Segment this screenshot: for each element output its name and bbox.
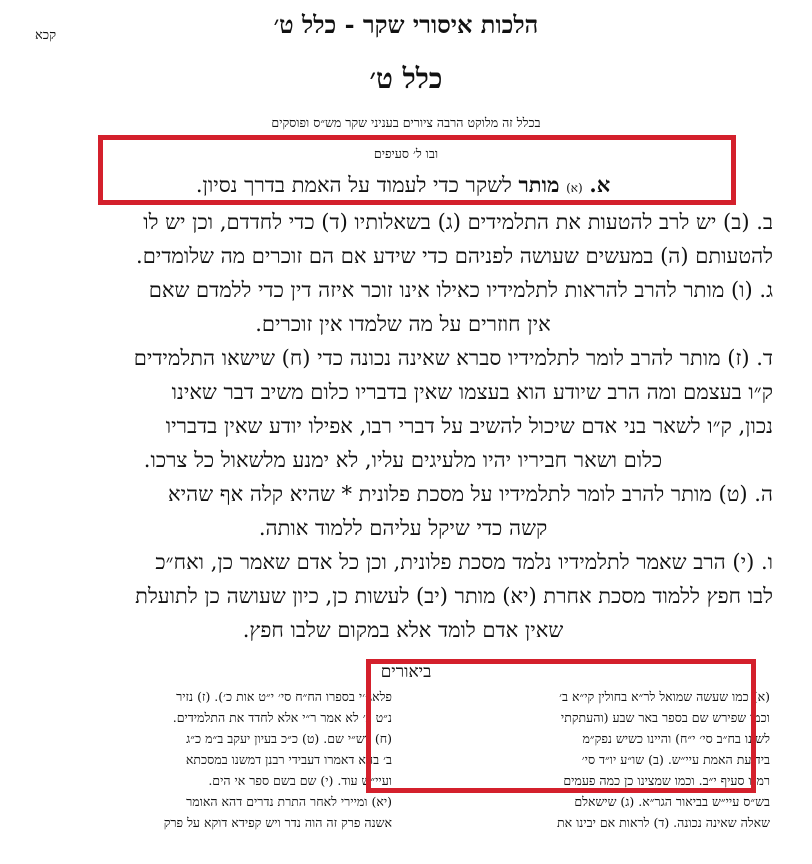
commentary-line: בידיעת האמת עיי״ש. (ב) שו״ע יו״ד סי׳ bbox=[581, 752, 770, 767]
commentary-line: (יא) ומיירי לאחר התרת נדרים דהא האומר bbox=[186, 794, 392, 809]
page-number: קכא bbox=[35, 28, 57, 43]
running-header-title: הלכות איסורי שקר - כלל ט׳ bbox=[273, 10, 539, 39]
commentary-line: (א) כמו שעשה שמואל לר״א בחולין קי״א ב׳ bbox=[559, 689, 770, 704]
seif-h-line1: ה. (ט) מותר להרב לומר לתלמידיו על מסכת פלונית * שהיא קלה אף שהיא bbox=[168, 482, 773, 506]
commentary-line: ב׳ בהא דאמרו דעבידי רבנן דמשנו במסכתא bbox=[185, 752, 392, 767]
commentary-line: בש״ס עיי״ש בביאור הגר״א. (ג) שישאלם bbox=[574, 794, 770, 809]
seif-v-line3: שאין אדם לומד אלא במקום שלבו חפץ. bbox=[242, 618, 564, 642]
seif-a-text: לשקר כדי לעמוד על האמת בדרך נסיון. bbox=[195, 173, 512, 197]
commentary-line: וכמו שפירש שם בספר באר שבע (והעתקתי bbox=[560, 710, 770, 725]
chapter-title: כלל ט׳ bbox=[369, 62, 443, 95]
seif-d-line4: כלום ושאר חביריו יהיו מלעיגים עליו, לא ימנע מלשאול כל צרכו. bbox=[143, 448, 663, 472]
seif-a-letter: א. bbox=[589, 172, 611, 197]
commentary-line: (ח) רש״י שם. (ט) כ״כ בעיון יעקב ב״מ כ״ג bbox=[186, 731, 392, 746]
seif-d-line1: ד. (ז) מותר להרב לומר לתלמידיו סברא שאינה נכונה כדי (ח) שישאו התלמידים bbox=[133, 346, 773, 370]
seif-v-line2: לבו חפץ ללמוד מסכת אחרת (יא) מותר (יב) לעשות כן, כיון שעושה כן לתועלת bbox=[135, 584, 773, 608]
commentary-title: ביאורים bbox=[380, 662, 432, 682]
commentary-line: רמ״ו סעיף י״ב. וכמו שמצינו כן כמה פעמים bbox=[563, 773, 770, 788]
seif-b-line2: להטעותם (ה) במעשים שעושה לפניהם כדי שידע אם הם זוכרים מה שלומדים. bbox=[136, 244, 773, 268]
main-text bbox=[33, 168, 773, 647]
highlight-box-seif-a bbox=[98, 135, 736, 205]
chapter-subtitle: בכלל זה מלוקט הרבה ציורים בעניני שקר מש״ס ופוסקים bbox=[271, 115, 541, 130]
section-count: ובו ל׳ סעיפים bbox=[373, 146, 439, 161]
seif-d-line3: נכון, ק״ו לשאר בני אדם שיכול להשיב על דברי רבו, אפילו יודע שאין בדבריו bbox=[165, 414, 773, 438]
commentary-line: נ״ט ב׳ לא אמר ר״י אלא לחדד את התלמידים. bbox=[172, 710, 392, 725]
seif-a-mark: (א) bbox=[566, 181, 583, 195]
seif-d-line2: ק״ו בעצמם ומה הרב שיודע הוא בעצמו שאין בדבריו כלום משיב דבר שאינו bbox=[171, 380, 773, 404]
seif-h-line2: קשה כדי שיקל עליהם ללמוד אותה. bbox=[258, 516, 548, 540]
seif-g-line2: אין חוזרים על מה שלמדו אין זוכרים. bbox=[255, 312, 551, 336]
seif-b-line1: ב. (ב) יש לרב להטעות את התלמידים (ג) בשאלותיו (ד) כדי לחדדם, וכן יש לו bbox=[143, 210, 773, 234]
commentary-line: פלאג׳׳י בספרו הח״ח סי׳ י״ט אות כ׳). (ז) נזיר bbox=[176, 689, 392, 704]
commentary-line: לשונו בח״ב סי׳ י״ח) והיינו כשיש נפק״מ bbox=[582, 731, 770, 746]
seif-a-bold: מותר bbox=[518, 172, 560, 197]
commentary-left-column bbox=[30, 686, 392, 833]
highlight-box-commentary bbox=[366, 659, 756, 793]
seif-v-line1: ו. (י) הרב שאמר לתלמידיו נלמד מסכת פלונית, וכן כל אדם שאמר כן, ואח״כ bbox=[155, 550, 773, 574]
commentary-line: ועיי״ש עוד. (י) שם בשם ספר אי הים. bbox=[208, 773, 392, 788]
commentary-line: אשנה פרק זה הוה נדר ויש קפידא דוקא על פרק bbox=[163, 815, 392, 830]
seif-g-line1: ג. (ו) מותר להרב להראות לתלמידיו כאילו אינו זוכר איזה דין כדי ללמדם שאם bbox=[148, 278, 773, 302]
commentary-line: שאלה שאינה נכונה. (ד) לראות אם יבינו את bbox=[556, 815, 770, 830]
